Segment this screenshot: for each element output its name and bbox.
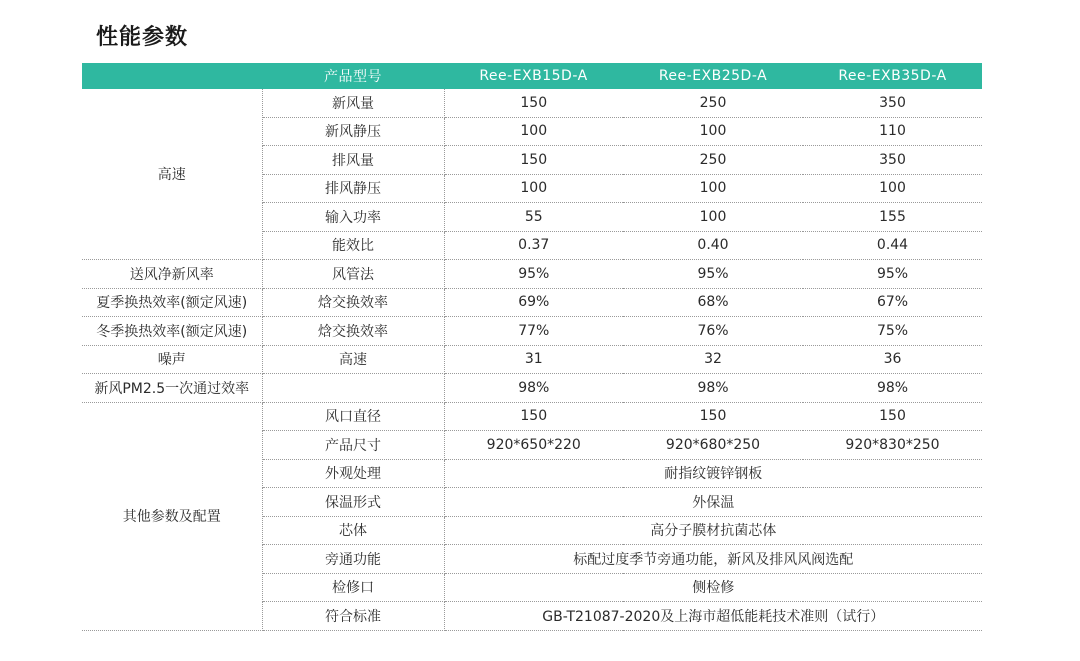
spanned-value-cell: GB-T21087-2020及上海市超低能耗技术准则（试行） — [444, 602, 982, 631]
table-row — [82, 260, 982, 289]
value-cell: 920*830*250 — [803, 431, 982, 460]
value-cell: 98% — [623, 374, 803, 403]
group-label-summer-efficiency: 夏季换热效率(额定风速) — [82, 288, 262, 317]
value-cell: 69% — [444, 288, 623, 317]
table-row — [82, 288, 982, 317]
group-label-high-speed: 高速 — [82, 89, 262, 260]
table-row — [82, 402, 982, 431]
value-cell: 155 — [803, 203, 982, 232]
value-cell: 350 — [803, 146, 982, 175]
value-cell: 98% — [444, 374, 623, 403]
value-cell: 100 — [623, 203, 803, 232]
value-cell: 95% — [444, 260, 623, 289]
spanned-value-cell: 侧检修 — [444, 573, 982, 602]
value-cell: 75% — [803, 317, 982, 346]
spanned-value-cell: 高分子膜材抗菌芯体 — [444, 516, 982, 545]
param-label: 排风量 — [262, 146, 444, 175]
value-cell: 150 — [444, 146, 623, 175]
param-label: 保温形式 — [262, 488, 444, 517]
value-cell: 100 — [623, 117, 803, 146]
value-cell: 110 — [803, 117, 982, 146]
param-label: 检修口 — [262, 573, 444, 602]
param-label: 符合标准 — [262, 602, 444, 631]
value-cell: 100 — [623, 174, 803, 203]
param-label: 外观处理 — [262, 459, 444, 488]
spanned-value-cell: 标配过度季节旁通功能，新风及排风风阀选配 — [444, 545, 982, 574]
param-label — [262, 374, 444, 403]
table-row — [82, 345, 982, 374]
value-cell: 68% — [623, 288, 803, 317]
param-label: 新风静压 — [262, 117, 444, 146]
value-cell: 55 — [444, 203, 623, 232]
table-row — [82, 374, 982, 403]
param-label: 能效比 — [262, 231, 444, 260]
group-label-winter-efficiency: 冬季换热效率(额定风速) — [82, 317, 262, 346]
value-cell: 350 — [803, 89, 982, 117]
header-model-label: 产品型号 — [262, 63, 444, 89]
param-label: 输入功率 — [262, 203, 444, 232]
group-label-pm25: 新风PM2.5一次通过效率 — [82, 374, 262, 403]
header-model-2: Ree-EXB25D-A — [623, 63, 803, 89]
value-cell: 150 — [444, 89, 623, 117]
value-cell: 0.37 — [444, 231, 623, 260]
value-cell: 150 — [623, 402, 803, 431]
param-label: 新风量 — [262, 89, 444, 117]
table-header-row — [82, 63, 982, 89]
page-title: 性能参数 — [96, 25, 189, 50]
value-cell: 77% — [444, 317, 623, 346]
param-label: 旁通功能 — [262, 545, 444, 574]
performance-table — [82, 63, 982, 631]
value-cell: 100 — [444, 174, 623, 203]
value-cell: 920*650*220 — [444, 431, 623, 460]
param-label: 排风静压 — [262, 174, 444, 203]
value-cell: 100 — [803, 174, 982, 203]
group-label-noise: 噪声 — [82, 345, 262, 374]
param-label: 芯体 — [262, 516, 444, 545]
param-label: 产品尺寸 — [262, 431, 444, 460]
value-cell: 98% — [803, 374, 982, 403]
param-label: 风管法 — [262, 260, 444, 289]
value-cell: 95% — [803, 260, 982, 289]
param-label: 风口直径 — [262, 402, 444, 431]
param-label: 焓交换效率 — [262, 288, 444, 317]
value-cell: 76% — [623, 317, 803, 346]
value-cell: 100 — [444, 117, 623, 146]
group-label-fresh-air-purification: 送风净新风率 — [82, 260, 262, 289]
table-row — [82, 317, 982, 346]
value-cell: 0.44 — [803, 231, 982, 260]
value-cell: 150 — [803, 402, 982, 431]
value-cell: 67% — [803, 288, 982, 317]
value-cell: 32 — [623, 345, 803, 374]
header-group-cell — [82, 63, 262, 89]
param-label: 高速 — [262, 345, 444, 374]
spanned-value-cell: 耐指纹镀锌钢板 — [444, 459, 982, 488]
spanned-value-cell: 外保温 — [444, 488, 982, 517]
value-cell: 95% — [623, 260, 803, 289]
header-model-3: Ree-EXB35D-A — [803, 63, 982, 89]
value-cell: 36 — [803, 345, 982, 374]
value-cell: 920*680*250 — [623, 431, 803, 460]
value-cell: 0.40 — [623, 231, 803, 260]
group-label-other: 其他参数及配置 — [82, 402, 262, 630]
value-cell: 150 — [444, 402, 623, 431]
param-label: 焓交换效率 — [262, 317, 444, 346]
value-cell: 250 — [623, 89, 803, 117]
value-cell: 31 — [444, 345, 623, 374]
table-row — [82, 89, 982, 117]
value-cell: 250 — [623, 146, 803, 175]
header-model-1: Ree-EXB15D-A — [444, 63, 623, 89]
